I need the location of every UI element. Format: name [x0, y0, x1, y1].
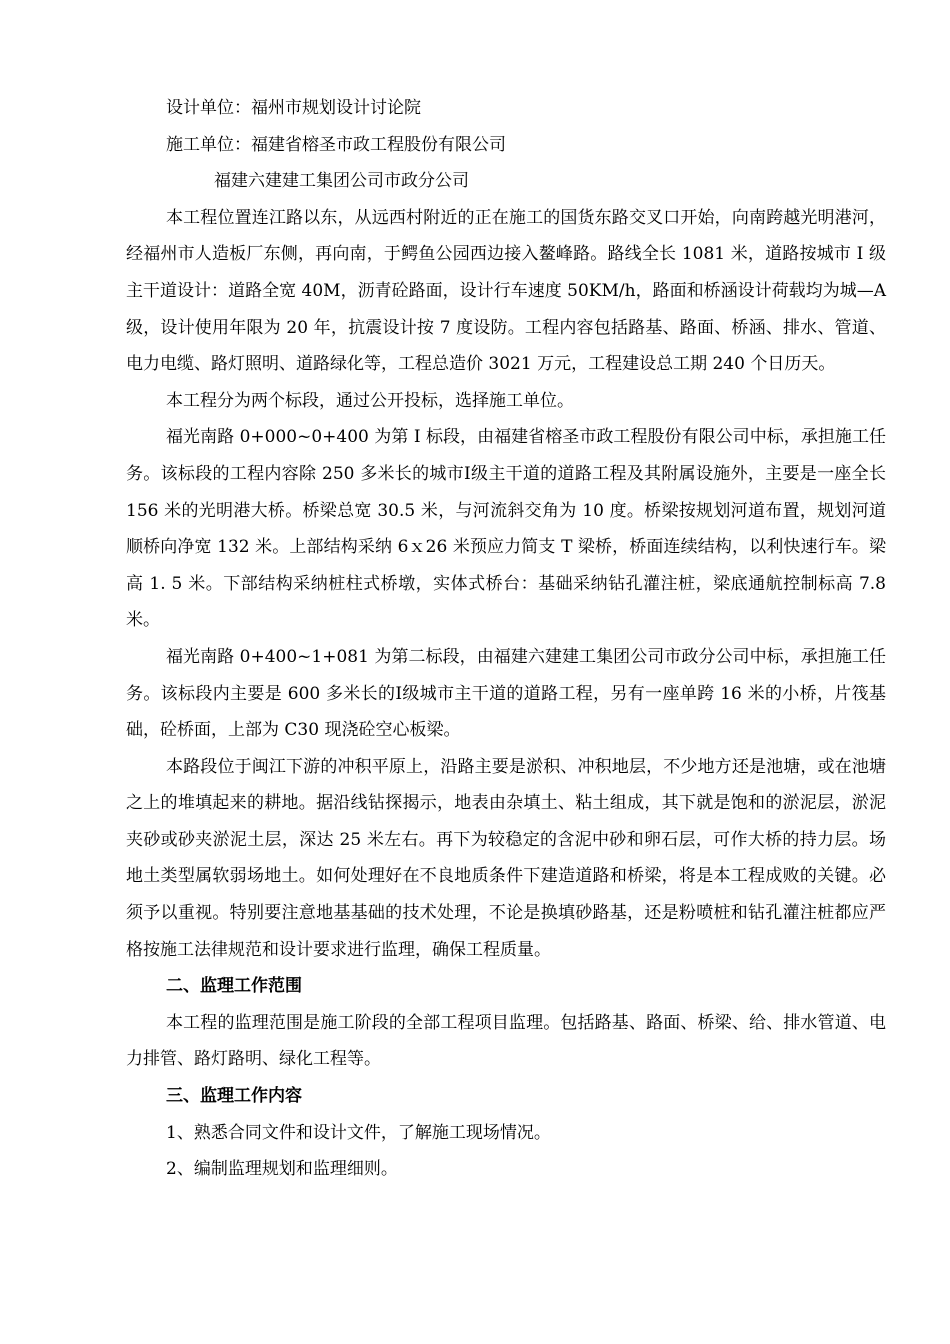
section-heading-content: 三、监理工作内容 [166, 1086, 302, 1107]
section-one-paragraph: 福光南路 0+000~0+400 为第 I 标段，由福建省榕圣市政工程股份有限公司中标，承担施工任务。该标段的工程内容除 250 多米长的城市Ⅰ级主干道的道路工程及其附属设施外，主要是一座全长 156 米的光明港大桥。桥梁总宽 30.5 米，与河流斜交角为 10 度。桥梁按规划河道布置，规划河道顺桥向净宽 132 米。上部结构采纳 6ｘ26 米预应力简支 T 梁桥，桥面连续结构，以利快速行车。梁高 1. 5 米。下部结构采纳桩柱式桥墩，实体式桥台：基础采纳钻孔灌注桩，梁底通航控制标高 7.8 米。 [126, 427, 886, 631]
design-unit-line: 设计单位：福州市规划设计讨论院 [166, 98, 421, 118]
bid-sections-paragraph: 本工程分为两个标段，通过公开投标，选择施工单位。 [166, 390, 574, 411]
construction-unit-line-2: 福建六建建工集团公司市政分公司 [214, 171, 469, 192]
section-two-paragraph: 福光南路 0+400~1+081 为第二标段，由福建六建建工集团公司市政分公司中标，承担施工任务。该标段内主要是 600 多米长的Ⅰ级城市主干道的道路工程，另有一座单跨 16 米的小桥，片筏基础，砼桥面，上部为 C30 现浇砼空心板梁。 [126, 646, 886, 741]
geology-paragraph: 本路段位于闽江下游的冲积平原上，沿路主要是淤积、冲积地层，不少地方还是池塘，或在池塘之上的堆填起来的耕地。据沿线钻探揭示，地表由杂填土、粘土组成，其下就是饱和的淤泥层，淤泥夹砂或砂夹淤泥土层，深达 25 米左右。再下为较稳定的含泥中砂和卵石层，可作大桥的持力层。场地土类型属软弱场地土。如何处理好在不良地质条件下建造道路和桥梁，将是本工程成败的关键。必须予以重视。特别要注意地基基础的技术处理，不论是换填砂路基，还是粉喷桩和钻孔灌注桩都应严格按施工法律规范和设计要求进行监理，确保工程质量。 [126, 756, 886, 960]
content-item: 2、编制监理规划和监理细则。 [166, 1159, 398, 1180]
scope-paragraph: 本工程的监理范围是施工阶段的全部工程项目监理。包括路基、路面、桥梁、给、排水管道、电力排管、路灯路明、绿化工程等。 [126, 1012, 886, 1070]
content-item: 1、熟悉合同文件和设计文件，了解施工现场情况。 [166, 1122, 551, 1143]
section-heading-scope: 二、监理工作范围 [166, 976, 302, 997]
construction-unit-line: 施工单位：福建省榕圣市政工程股份有限公司 [166, 134, 506, 155]
project-overview-paragraph: 本工程位置连江路以东，从远西村附近的正在施工的国货东路交叉口开始，向南跨越光明港河，经福州市人造板厂东侧，再向南，于鳄鱼公园西边接入鳌峰路。路线全长 1081 米，道路按城市 I 级主干道设计：道路全宽 40M，沥青砼路面，设计行车速度 50KM/h，路面和桥涵设计荷载均为城—A 级，设计使用年限为 20 年，抗震设计按 7 度设防。工程内容包括路基、路面、桥涵、排水、管道、电力电缆、路灯照明、道路绿化等，工程总造价 3021 万元，工程建设总工期 240 个日历天。 [126, 207, 886, 375]
document-body [126, 90, 886, 1188]
